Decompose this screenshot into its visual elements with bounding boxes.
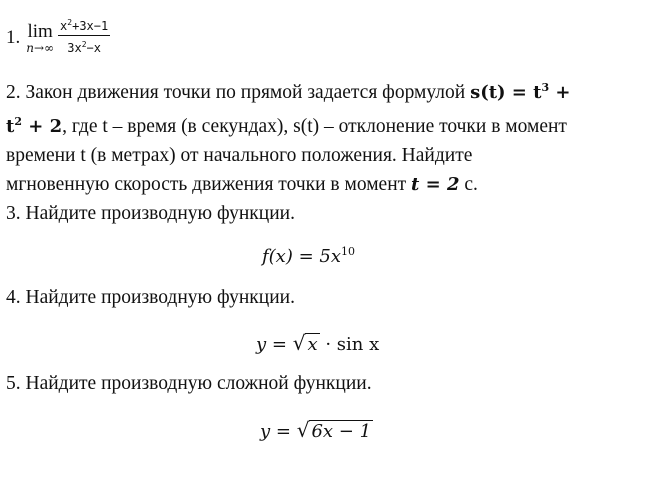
formula-plus: + — [549, 82, 571, 103]
equation-5-radicand: 6x − 1 — [311, 421, 372, 442]
equation-4-left: y = — [256, 334, 293, 355]
problem-2-unit: с. — [459, 174, 478, 195]
problem-2-line-1 — [6, 73, 636, 107]
numerator-rest: +3x−1 — [72, 19, 109, 33]
formula-plus-2: + 2 — [21, 116, 63, 137]
denominator-exponent: 2 — [81, 40, 87, 49]
problem-2-line-3: времени t (в метрах) от начального положения. Найдите — [6, 145, 473, 166]
problem-1 — [6, 18, 110, 58]
limit-operator — [26, 22, 54, 54]
problem-2-line-4 — [6, 170, 636, 199]
problem-2 — [6, 73, 636, 199]
problem-2-text-2: , где t – время (в секундах), s(t) – отклонение точки в момент — [62, 116, 567, 137]
formula-exp-3: 3 — [541, 81, 550, 94]
problem-2-text-1: 2. Закон движения точки по прямой задается формулой — [6, 82, 471, 103]
limit-word: lim — [27, 21, 53, 42]
limit-subscript: n→∞ — [26, 41, 55, 55]
problem-1-number: 1. — [6, 27, 21, 48]
denominator-rest: −x — [86, 41, 101, 55]
formula-t: t — [6, 116, 15, 137]
formula-exp-2: 2 — [14, 115, 22, 128]
fraction-numerator — [58, 16, 110, 36]
motion-formula-part-1 — [470, 82, 570, 103]
limit-fraction — [58, 16, 110, 54]
equation-3-body: f(x) = 5x — [262, 246, 341, 267]
equation-4-radicand: x — [307, 334, 318, 355]
numerator-base: x — [60, 19, 68, 33]
equation-5-left: y = — [260, 421, 297, 442]
fraction-denominator — [67, 36, 101, 54]
sqrt-sign-icon: √ — [292, 331, 306, 355]
formula-st: s(t) = t — [470, 82, 542, 103]
problem-3-heading: 3. Найдите производную функции. — [6, 203, 295, 224]
problem-2-text-4: мгновенную скорость движения точки в момент — [6, 174, 412, 195]
sqrt-sign-icon: √ — [296, 418, 310, 442]
numerator-exponent: 2 — [67, 18, 73, 27]
problem-4-equation — [256, 331, 379, 355]
problem-5-equation — [260, 418, 373, 442]
problem-3-equation — [262, 245, 355, 267]
denominator-coef: 3x — [67, 41, 82, 55]
problem-4-heading: 4. Найдите производную функции. — [6, 287, 295, 308]
equation-4-right: · sin x — [319, 334, 380, 355]
problem-2-line-2 — [6, 107, 636, 141]
equation-3-exponent: 10 — [341, 245, 355, 258]
problem-5-heading: 5. Найдите производную сложной функции. — [6, 373, 372, 394]
time-value-formula: t = 2 — [411, 174, 460, 195]
motion-formula-part-2 — [6, 116, 62, 137]
